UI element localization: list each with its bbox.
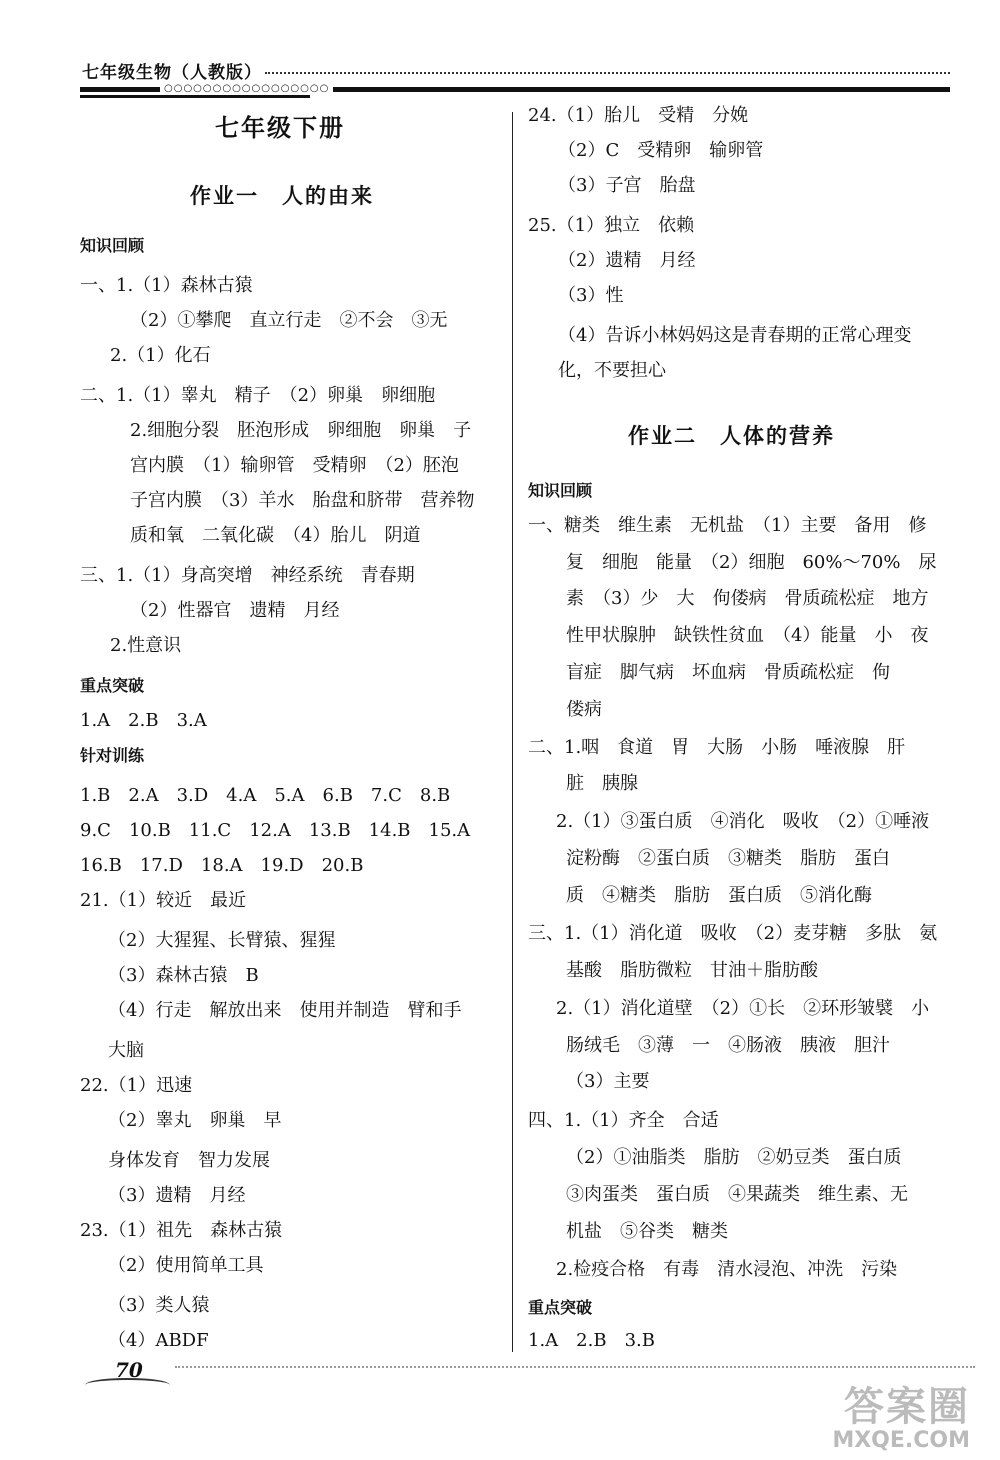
answer-line: （2）睾丸 卵巢 早 [108, 1110, 282, 1131]
answer-line: 盲症 脚气病 坏血病 骨质疏松症 佝 [566, 662, 890, 683]
answer-line: （2）①油脂类 脂肪 ②奶豆类 蛋白质 [566, 1147, 902, 1168]
header-title: 七年级生物（人教版） [82, 63, 262, 83]
answer-line: 质 ④糖类 脂肪 蛋白质 ⑤消化酶 [566, 885, 872, 906]
section-heading: 知识回顾 [80, 236, 145, 255]
answer-line: 21.（1）较近 最近 [80, 890, 247, 911]
answer-line: 复 细胞 能量 （2）细胞 60%～70% 尿 [566, 552, 937, 573]
answer-line: 素 （3）少 大 佝偻病 骨质疏松症 地方 [566, 588, 929, 609]
answer-line: 宫内膜 （1）输卵管 受精卵 （2）胚泡 [130, 455, 459, 476]
section-heading: 重点突破 [80, 676, 145, 695]
answer-line: 1.B 2.A 3.D 4.A 5.A 6.B 7.C 8.B [80, 785, 451, 806]
answer-line: 四、1.（1）齐全 合适 [528, 1110, 719, 1131]
page-number: 70 [115, 1358, 143, 1382]
answer-line: 2.性意识 [110, 635, 182, 656]
answer-line: 2.（1）消化道壁 （2）①长 ②环形皱襞 小 [556, 998, 930, 1019]
answer-line: 25.（1）独立 依赖 [528, 215, 695, 236]
column-divider [512, 112, 513, 1352]
answer-line: （3）遗精 月经 [108, 1185, 246, 1206]
answer-line: 1.A 2.B 3.A [80, 710, 207, 731]
answer-line: 机盐 ⑤谷类 糖类 [566, 1221, 728, 1242]
watermark-url: MXQE.COM [832, 1428, 970, 1453]
answer-line: 淀粉酶 ②蛋白质 ③糖类 脂肪 蛋白 [566, 848, 890, 869]
answer-line: 23.（1）祖先 森林古猿 [80, 1220, 283, 1241]
answer-line: 一、糖类 维生素 无机盐 （1）主要 备用 修 [528, 515, 927, 536]
page-header [60, 50, 950, 105]
answer-line: （3）性 [558, 285, 624, 306]
answer-line: （2）性器官 遗精 月经 [130, 600, 340, 621]
answer-line: 9.C 10.B 11.C 12.A 13.B 14.B 15.A [80, 820, 471, 841]
answer-line: （3）森林古猿 B [108, 965, 259, 986]
answer-line: ③肉蛋类 蛋白质 ④果蔬类 维生素、无 [566, 1184, 908, 1205]
answer-line: 子宫内膜 （3）羊水 胎盘和脐带 营养物 [130, 490, 475, 511]
page-heading: 作业二 人体的营养 [628, 424, 835, 448]
header-dotted-rule [265, 72, 950, 74]
answer-line: 化，不要担心 [558, 360, 666, 381]
answer-line: 22.（1）迅速 [80, 1075, 193, 1096]
answer-line: （3）主要 [566, 1071, 650, 1092]
answer-line: 三、1.（1）身高突增 神经系统 青春期 [80, 565, 415, 586]
answer-line: （3）类人猿 [108, 1295, 210, 1316]
answer-line: （2）使用简单工具 [108, 1255, 264, 1276]
answer-line: 二、1.（1）睾丸 精子 （2）卵巢 卵细胞 [80, 385, 436, 406]
answer-line: 二、1.咽 食道 胃 大肠 小肠 唾液腺 肝 [528, 737, 906, 758]
watermark [770, 1385, 970, 1455]
page-heading: 作业一 人的由来 [190, 184, 374, 208]
page-heading: 七年级下册 [215, 114, 345, 142]
section-heading: 知识回顾 [528, 481, 593, 500]
answer-line: 基酸 脂肪微粒 甘油＋脂肪酸 [566, 960, 818, 981]
answer-line: （2）①攀爬 直立行走 ②不会 ③无 [130, 310, 448, 331]
answer-line: 一、1.（1）森林古猿 [80, 275, 253, 296]
answer-line: 性甲状腺肿 缺铁性贫血 （4）能量 小 夜 [566, 625, 929, 646]
answer-line: （4）ABDF [108, 1330, 209, 1351]
answer-line: 2.（1）化石 [110, 345, 211, 366]
answer-line: 2.细胞分裂 胚泡形成 卵细胞 卵巢 子 [130, 420, 472, 441]
header-decoration: ○○○○○○○○○○○○○○○○○ [160, 83, 333, 94]
answer-line: （2）C 受精卵 输卵管 [558, 140, 764, 161]
answer-line: 24.（1）胎儿 受精 分娩 [528, 105, 749, 126]
answer-line: （4）行走 解放出来 使用并制造 臂和手 [108, 1000, 462, 1021]
answer-line: 身体发育 智力发展 [108, 1150, 270, 1171]
answer-line: 1.A 2.B 3.B [528, 1330, 655, 1351]
section-heading: 针对训练 [80, 746, 145, 765]
footer-rule [175, 1366, 975, 1368]
answer-line: （4）告诉小林妈妈这是青春期的正常心理变 [558, 325, 912, 346]
header-rule-secondary [80, 95, 310, 98]
watermark-logo-text: 答案圈 [844, 1384, 970, 1430]
answer-line: 16.B 17.D 18.A 19.D 20.B [80, 855, 364, 876]
section-heading: 重点突破 [528, 1298, 593, 1317]
answer-line: 偻病 [566, 699, 602, 720]
answer-line: 2.检疫合格 有毒 清水浸泡、冲洗 污染 [556, 1259, 898, 1280]
answer-line: 脏 胰腺 [566, 773, 638, 794]
answer-line: （2）大猩猩、长臂猿、猩猩 [108, 930, 336, 951]
answer-line: （3）子宫 胎盘 [558, 175, 696, 196]
answer-line: 肠绒毛 ③薄 一 ④肠液 胰液 胆汁 [566, 1035, 890, 1056]
answer-line: 大脑 [108, 1040, 144, 1061]
answer-line: 三、1.（1）消化道 吸收 （2）麦芽糖 多肽 氨 [528, 923, 938, 944]
answer-line: （2）遗精 月经 [558, 250, 696, 271]
answer-line: 2.（1）③蛋白质 ④消化 吸收 （2）①唾液 [556, 811, 930, 832]
answer-line: 质和氧 二氧化碳 （4）胎儿 阴道 [130, 525, 421, 546]
